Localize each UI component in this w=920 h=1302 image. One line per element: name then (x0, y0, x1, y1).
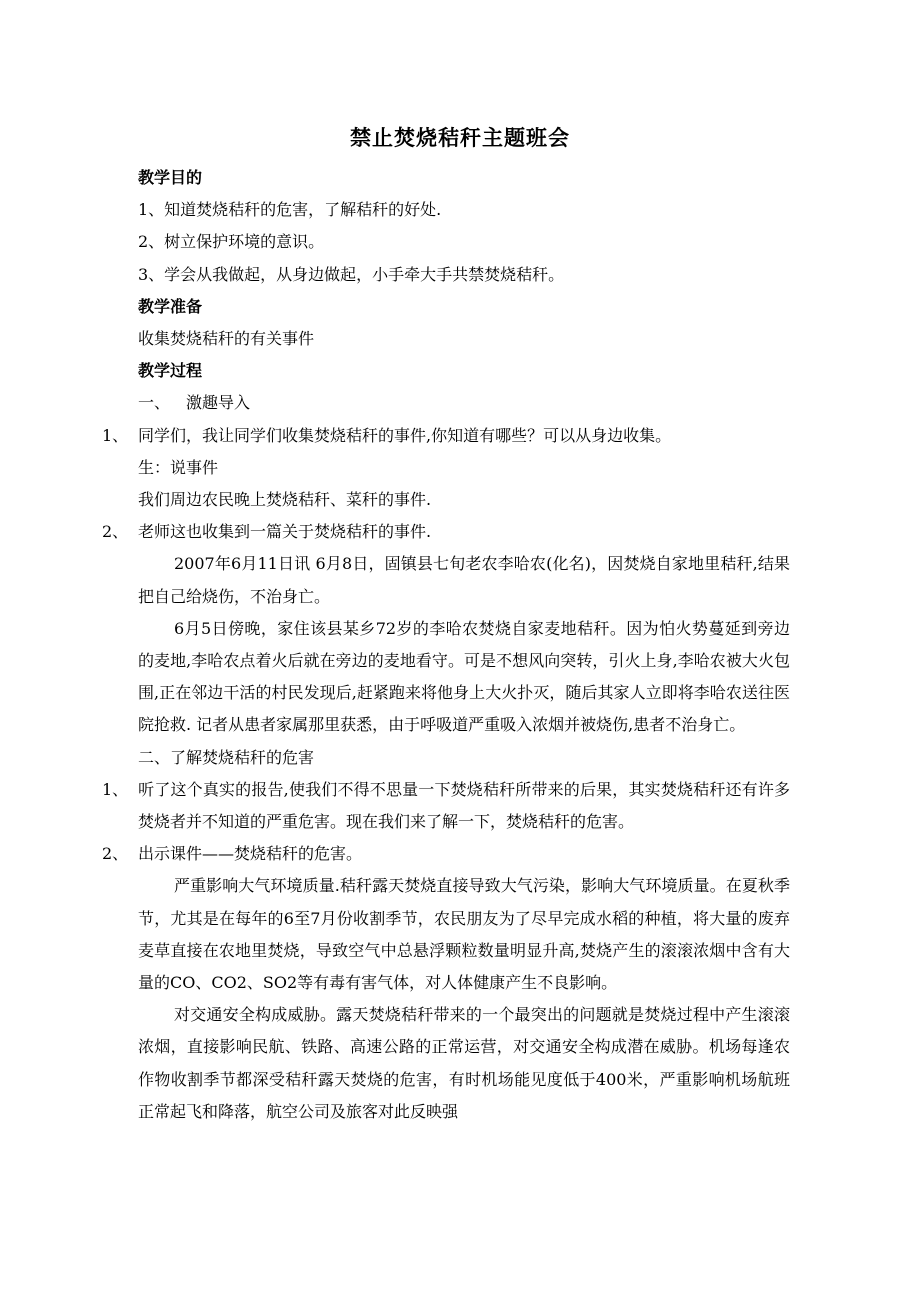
part1-number: 一、 (138, 393, 171, 413)
part1-item-2 (102, 516, 790, 548)
prep-text: 收集焚烧秸秆的有关事件 (138, 329, 315, 349)
part1-item-1-text: 同学们，我让同学们收集焚烧秸秆的事件,你知道有哪些？可以从身边收集。 (138, 425, 672, 445)
goal-item-2: 2、树立保护环境的意识。 (138, 232, 325, 252)
section-heading-prep: 教学准备 (138, 296, 203, 316)
section-heading-process: 教学过程 (138, 361, 203, 381)
document-body (102, 162, 790, 1128)
part2-item-1-number: 1、 (102, 779, 129, 799)
part1-item-1-number: 1、 (102, 425, 129, 445)
student-example: 我们周边农民晚上焚烧秸秆、菜秆的事件. (138, 490, 432, 510)
part1-title: 激趣导入 (186, 393, 251, 413)
part2-item-1 (102, 774, 790, 838)
part2-item-2 (102, 838, 790, 870)
part1-item-1 (102, 420, 790, 452)
part1-heading (138, 387, 790, 419)
part2-item-2-number: 2、 (102, 844, 129, 864)
news-paragraph-1: 2007年6月11日讯 6月8日，固镇县七旬老农李哈农(化名)，因焚烧自家地里秸秆,结果把自己给烧伤，不治身亡。 (138, 554, 790, 606)
part1-item-2-number: 2、 (102, 522, 129, 542)
document-title: 禁止焚烧秸秆主题班会 (350, 125, 570, 150)
student-response: 生：说事件 (138, 457, 219, 477)
section-heading-goal: 教学目的 (138, 168, 203, 187)
part2-heading: 二、了解焚烧秸秆的危害 (138, 747, 315, 767)
news-paragraph-2: 6月5日傍晚，家住该县某乡72岁的李哈农焚烧自家麦地秸秆。因为怕火势蔓延到旁边的麦地,李哈农点着火后就在旁边的麦地看守。可是不想风向突转，引火上身,李哈农被大火包围,正在邻边干活的村民发现后,赶紧跑来将他身上大火扑灭，随后其家人立即将李哈农送往医院抢救. 记者从患者家属那里获悉，由于呼吸道严重吸入浓烟并被烧伤,患者不治身亡。 (138, 618, 790, 735)
goal-item-1: 1、知道焚烧秸秆的危害，了解秸秆的好处. (138, 200, 442, 220)
harm-paragraph-traffic: 对交通安全构成威胁。露天焚烧秸秆带来的一个最突出的问题就是焚烧过程中产生滚滚浓烟，直接影响民航、铁路、高速公路的正常运营，对交通安全构成潜在威胁。机场每逢农作物收割季节都深受秸秆露天焚烧的危害，有时机场能见度低于400米，严重影响机场航班正常起飞和降落，航空公司及旅客对此反映强 (138, 1005, 790, 1121)
part1-item-2-text: 老师这也收集到一篇关于焚烧秸秆的事件. (138, 522, 432, 542)
harm-paragraph-air: 严重影响大气环境质量.秸秆露天焚烧直接导致大气污染，影响大气环境质量。在夏秋季节，尤其是在每年的6至7月份收割季节，农民朋友为了尽早完成水稻的种植，将大量的废弃麦草直接在农地里焚烧，导致空气中总悬浮颗粒数量明显升高,焚烧产生的滚滚浓烟中含有大量的CO、CO2、SO2等有毒有害气体，对人体健康产生不良影响。 (138, 876, 790, 993)
part2-item-1-text: 听了这个真实的报告,使我们不得不思量一下焚烧秸秆所带来的后果，其实焚烧秸秆还有许多焚烧者并不知道的严重危害。现在我们来了解一下，焚烧秸秆的危害。 (138, 779, 790, 832)
part2-item-2-text: 出示课件——焚烧秸秆的危害。 (138, 844, 363, 864)
goal-item-3: 3、学会从我做起，从身边做起，小手牵大手共禁焚烧秸秆。 (138, 264, 565, 284)
